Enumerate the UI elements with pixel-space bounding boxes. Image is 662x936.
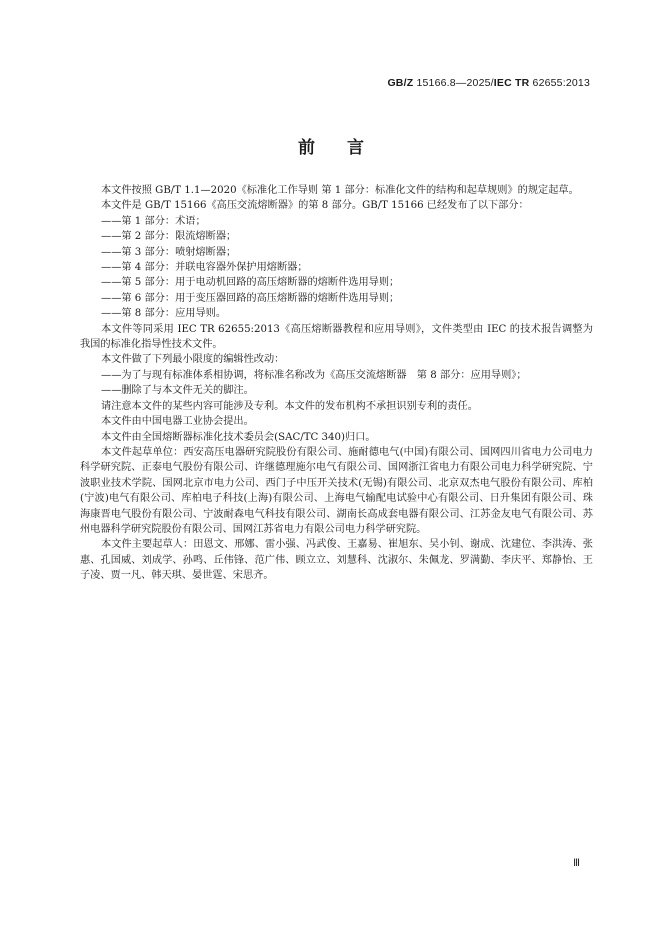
page-number: Ⅲ <box>573 858 580 869</box>
paragraph-patent-notice: 请注意本文件的某些内容可能涉及专利。本文件的发布机构不承担识别专利的责任。 <box>101 400 478 412</box>
std-number: 15166.8—2025/ <box>413 77 494 89</box>
iec-prefix: IEC TR <box>493 77 530 89</box>
paragraph-drafting-units: 本文件起草单位：西安高压电器研究院股份有限公司、施耐德电气(中国)有限公司、国网四川省电力公司电力科学研究院、正泰电气股份有限公司、许继德理施尔电气有限公司、国网浙江省电力有限公司电力科学研究院、宁波职业技术学院、国网北京市电力公司、西门子中压开关技术(无锡)有限公司、北京双杰电气股份有限公司、库柏(宁波)电气有限公司、库柏电子科技(上海)有限公司、上海电气输配电试验中心有限公司、日升集团有限公司、珠海康晋电气股份有限公司、宁波耐森电气科技有限公司、湖南长高成套电器有限公司、江苏金友电气有限公司、苏州电器科学研究院股份有限公司、国网江苏省电力有限公司电力科学研究院。 <box>80 446 593 535</box>
paragraph-drafters: 本文件主要起草人：田恩文、邢娜、雷小强、冯武俊、王嘉易、崔旭东、吴小钊、谢成、沈建位、李洪涛、张惠、孔国威、刘成学、孙鸣、丘伟锋、范广伟、顾立立、刘慧科、沈淑尔、朱佩龙、罗满勤、李庆平、郑静怡、王子凌、贾一凡、韩天琪、晏世霆、宋思齐。 <box>80 539 593 582</box>
paragraph-adoption: 本文件等同采用 IEC TR 62655:2013《高压熔断器教程和应用导则》，文件类型由 IEC 的技术报告调整为我国的标准化指导性技术文件。 <box>80 323 593 351</box>
paragraph-drafting-rules: 本文件按照 GB/T 1.1—2020《标准化工作导则 第 1 部分：标准化文件的结构和起草规则》的规定起草。 <box>101 185 579 196</box>
list-item-part: ——第 8 部分：应用导则。 <box>101 308 227 320</box>
std-prefix: GB/Z <box>387 77 414 89</box>
document-body <box>80 183 593 584</box>
list-item-change: ——删除了与本文件无关的脚注。 <box>101 385 254 397</box>
paragraph-committee: 本文件由全国熔断器标准化技术委员会(SAC/TC 340)归口。 <box>101 431 376 443</box>
paragraph-proposer: 本文件由中国电器工业协会提出。 <box>101 416 254 428</box>
page-title: 前言 <box>298 138 396 158</box>
standard-code <box>387 77 590 89</box>
list-item-part: ——第 3 部分：喷射熔断器； <box>101 246 237 258</box>
list-item-part: ——第 2 部分：限流熔断器； <box>101 231 237 243</box>
iec-number: 62655:2013 <box>529 77 590 89</box>
list-item-change: ——为了与现有标准体系相协调，将标准名称改为《高压交流熔断器 第 8 部分：应用导则》； <box>101 369 527 381</box>
paragraph-changes-intro: 本文件做了下列最小限度的编辑性改动： <box>101 354 285 366</box>
paragraph-part-intro: 本文件是 GB/T 15166《高压交流熔断器》的第 8 部分。GB/T 15166 已经发布了以下部分： <box>101 200 529 212</box>
list-item-part: ——第 5 部分：用于电动机回路的高压熔断器的熔断件选用导则； <box>101 277 400 289</box>
list-item-part: ——第 1 部分：术语； <box>101 215 206 227</box>
list-item-part: ——第 4 部分：并联电容器外保护用熔断器； <box>101 262 308 274</box>
list-item-part: ——第 6 部分：用于变压器回路的高压熔断器的熔断件选用导则； <box>101 292 400 304</box>
